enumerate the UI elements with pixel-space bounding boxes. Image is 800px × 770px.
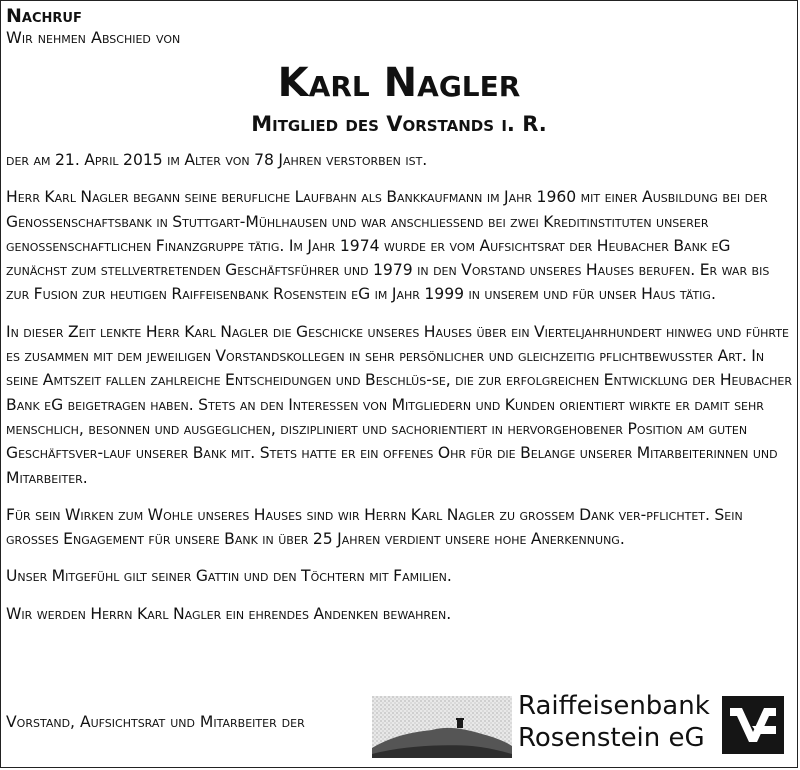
paragraph-remembrance: Wir werden Herrn Karl Nagler ein ehrendes Andenken bewahren. [6, 604, 452, 623]
bank-name-line1: Raiffeisenbank [518, 691, 710, 721]
header-title: Nachruf [6, 5, 82, 27]
paragraph-gratitude: Für sein Wirken zum Wohle unseres Hauses sind wir Herrn Karl Nagler zu grossem Dank ver-pflichtet. Sein grosses Engagement für unsere Bank in über 25 Jahren verdient unsere hohe Anerkennung. [6, 505, 743, 549]
paragraph-leadership: In dieser Zeit lenkte Herr Karl Nagler die Geschicke unseres Hauses über ein Vierteljahrhundert hinweg und führte es zusammen mit dem jeweiligen Vorstandskollegen in sehr persönlicher und gleichzeitig pflichtbewusster Art. In seine Amtszeit fallen zahlreiche Entscheidungen und Beschlüs-se, die zur erfolgreichen Entwicklung der Heubacher Bank eG beigetragen haben. Stets an den Interessen von Mitgliedern und Kunden orientiert wirkte er damit sehr menschlich, besonnen und ausgeglichen, diszipliniert und sachorientiert in hervorgehobener Position am guten Geschäftsver-lauf unserer Bank mit. Stets hatte er ein offenes Ohr für die Belange unserer Mitarbeiterinnen und Mitarbeiter. [6, 322, 792, 487]
paragraph-sympathy: Unser Mitgefühl gilt seiner Gattin und den Töchtern mit Familien. [6, 567, 452, 586]
bank-name-line2: Rosenstein eG [518, 723, 705, 753]
person-role: Mitglied des Vorstands i. R. [251, 112, 547, 136]
raiffeisen-logo-icon [722, 696, 784, 754]
signoff-text: Vorstand, Aufsichtsrat und Mitarbeiter der [6, 713, 305, 731]
person-name: Karl Nagler [277, 60, 521, 106]
paragraph-death-date: der am 21. April 2015 im Alter von 78 Jahren verstorben ist. [6, 151, 428, 169]
header-subtitle: Wir nehmen Abschied von [6, 28, 181, 47]
paragraph-career: Herr Karl Nagler begann seine berufliche Laufbahn als Bankkaufmann im Jahr 1960 mit einer Ausbildung bei der Genossenschaftsbank in Stuttgart-Mühlhausen und war anschliessend bei zwei Kreditinstituten unserer genossenschaftlichen Finanzgruppe tätig. Im Jahr 1974 wurde er vom Aufsichtsrat der Heubacher Bank eG zunächst zum stellvertretenden Geschäftsführer und 1979 in den Vorstand unseres Hauses berufen. Er war bis zur Fusion zur heutigen Raiffeisenbank Rosenstein eG im Jahr 1999 in unserem und für unser Haus tätig. [6, 188, 770, 304]
landscape-photo-icon [372, 696, 512, 758]
obituary-content [6, 6, 792, 626]
bank-name [518, 690, 710, 754]
footer [6, 690, 792, 762]
